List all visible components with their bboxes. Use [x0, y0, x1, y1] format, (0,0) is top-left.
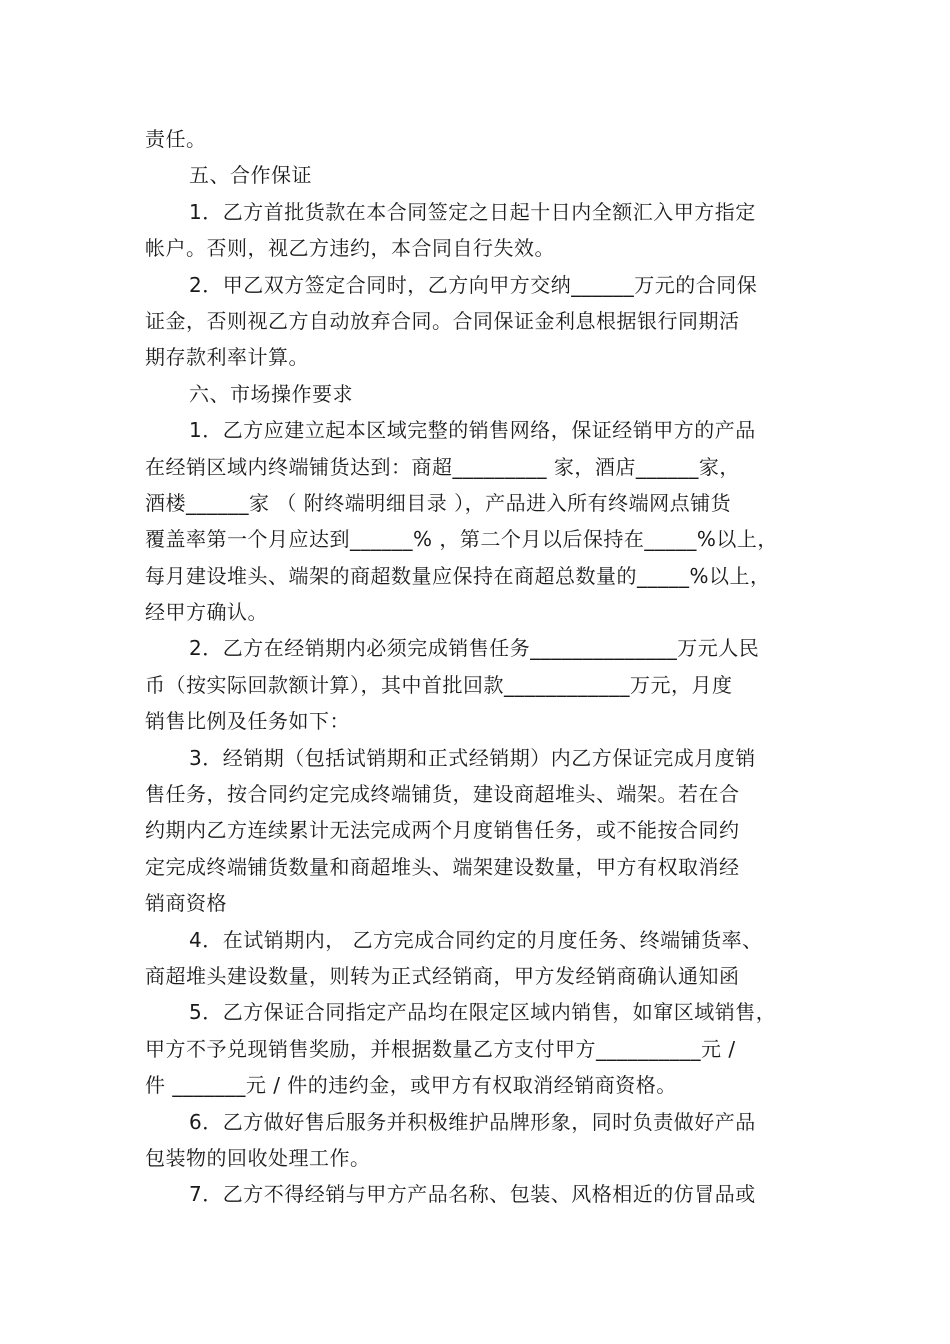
text-line: 在经销区域内终端铺货达到：商超_________ 家，酒店______家， [145, 454, 740, 479]
text-line: 1．乙方应建立起本区域完整的销售网络，保证经销甲方的产品 [189, 418, 756, 443]
text-line: 币（按实际回款额计算），其中首批回款____________万元，月度 [145, 672, 733, 697]
text-line: 6．乙方做好售后服务并积极维护品牌形象，同时负责做好产品 [189, 1109, 756, 1134]
text-line: 责任。 [145, 127, 207, 151]
section-heading: 六、市场操作要求 [189, 381, 353, 406]
text-line: 4．在试销期内， 乙方完成合同约定的月度任务、终端铺货率、 [189, 927, 763, 952]
text-line: 售任务，按合同约定完成终端铺货，建设商超堆头、端架。若在合 [145, 782, 740, 807]
section-heading: 五、合作保证 [189, 163, 312, 188]
text-line: 2．甲乙双方签定合同时，乙方向甲方交纳______万元的合同保 [189, 272, 758, 297]
text-line: 每月建设堆头、端架的商超数量应保持在商超总数量的_____%以上， [145, 563, 771, 588]
text-line: 商超堆头建设数量，则转为正式经销商，甲方发经销商确认通知函 [145, 963, 740, 988]
text-line: 3．经销期（包括试销期和正式经销期）内乙方保证完成月度销 [189, 745, 756, 770]
text-line: 销商资格 [145, 891, 227, 916]
text-line: 期存款利率计算。 [145, 345, 309, 370]
document-body [145, 121, 810, 1213]
text-line: 甲方不予兑现销售奖励，并根据数量乙方支付甲方__________元 / [145, 1036, 736, 1061]
text-line: 2．乙方在经销期内必须完成销售任务______________万元人民 [189, 636, 760, 661]
text-line: 1．乙方首批货款在本合同签定之日起十日内全额汇入甲方指定 [189, 199, 756, 224]
text-line: 件 _______元 / 件的违约金，或甲方有权取消经销商资格。 [145, 1073, 677, 1098]
text-line: 帐户。否则，视乙方违约，本合同自行失效。 [145, 236, 555, 261]
text-line: 酒楼______家 （ 附终端明细目录 ），产品进入所有终端网点铺货 [145, 490, 732, 515]
text-line: 销售比例及任务如下： [145, 709, 350, 734]
text-line: 约期内乙方连续累计无法完成两个月度销售任务，或不能按合同约 [145, 818, 740, 843]
text-line: 5．乙方保证合同指定产品均在限定区域内销售，如窜区域销售， [189, 1000, 777, 1025]
text-line: 包装物的回收处理工作。 [145, 1145, 371, 1170]
text-line: 定完成终端铺货数量和商超堆头、端架建设数量，甲方有权取消经 [145, 854, 740, 879]
text-line: 7．乙方不得经销与甲方产品名称、包装、风格相近的仿冒品或 [189, 1182, 756, 1207]
text-line: 经甲方确认。 [145, 600, 268, 625]
text-line: 覆盖率第一个月应达到______% ，第二个月以后保持在_____%以上， [145, 527, 778, 552]
text-line: 证金，否则视乙方自动放弃合同。合同保证金利息根据银行同期活 [145, 308, 740, 333]
